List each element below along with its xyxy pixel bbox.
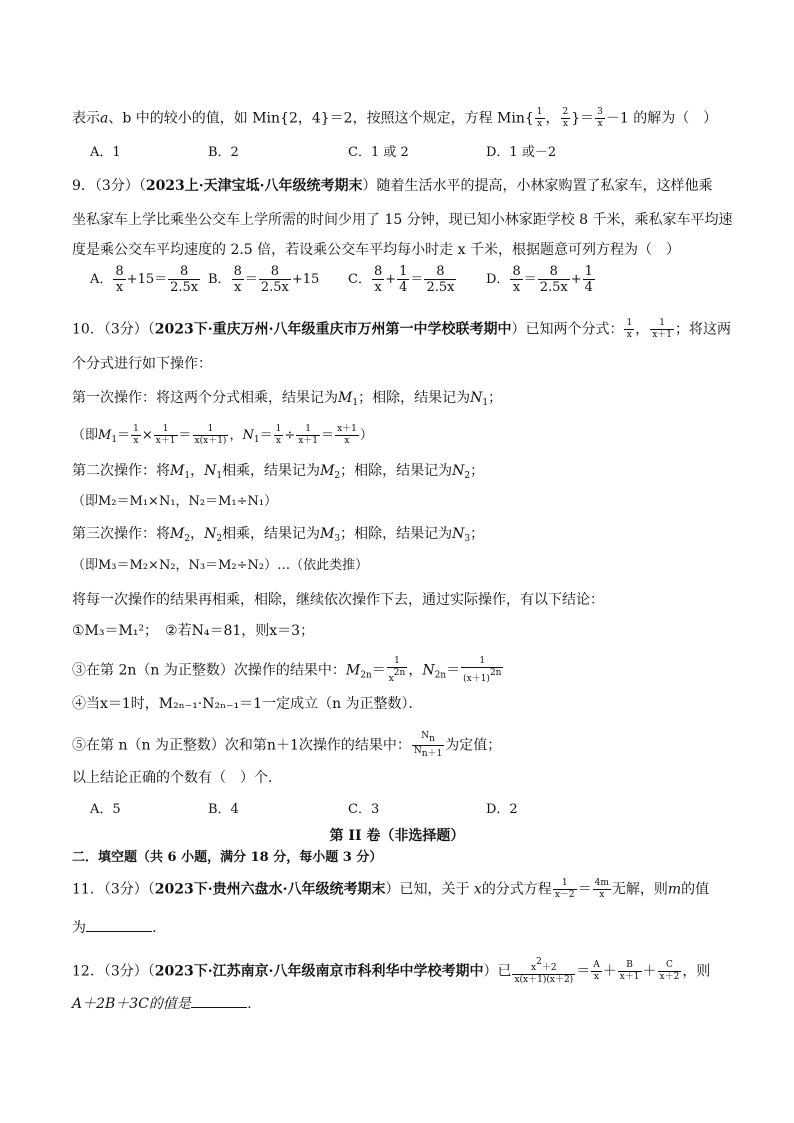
q12-line-2: A＋2B＋3C的值是 ． <box>72 993 734 1014</box>
q10-conclusion-3: ③在第 2n（n 为正整数）次操作的结果中：$M_{2n}=$ $\frac{1}{x^{2n}}$ ，$N_{2n}=$ $\frac{1}{(x+1)^{2n}}$ <box>72 656 502 684</box>
section-title: 第 II 卷（非选择题） <box>329 828 465 844</box>
q9-line-3: 度是乘公交车平均速度的 2.5 倍，若设乘公交车平均每小时走 x 千米，根据题意可列方程为（ ） <box>72 242 680 258</box>
q10-option-b: B．4 <box>208 802 239 817</box>
fraction: $\frac{1}{x}$ <box>536 107 543 129</box>
q10-op1-eq: （即$M_1=$ $\frac{1}{x}$ × $\frac{1}{x+1}$ ＝ $\frac{1}{x(x+1)}$ ，$N_1=$ $\frac{1}{x}$ ÷ $\frac{1}{x+1}$ ＝ $\frac{x+1}{x}$ ） <box>72 424 373 446</box>
section-subtitle: 二．填空题（共 6 小题，满分 18 分，每小题 3 分） <box>72 850 383 865</box>
q9-source: 2023上·天津宝坻·八年级统考期末 <box>145 178 363 194</box>
q10-line-2: 个分式进行如下操作： <box>72 356 212 372</box>
q9-option-b: B． $\frac{8}{x}$ ＝ $\frac{8}{2.5x}$ +15 <box>208 264 320 295</box>
q10-op2: 第二次操作：将$M_1$，$N_1$相乘，结果记为$M_2$；相除，结果记为$N_2$； <box>72 463 485 481</box>
q10-op1: 第一次操作：将这两个分式相乘，结果记为$M_1$；相除，结果记为$N_1$； <box>72 390 503 408</box>
q12-line-1: 12．（3分）（2023下·江苏南京·八年级南京市科利华中学校考期中）已 $\frac{x^2+2}{x(x+1)(x+2)}$ ＝ $\frac{A}{x}$ ＋ $\frac{B}{x+1}$ ＋ $\frac{C}{x+2}$ ，则 <box>72 957 711 985</box>
q11-line-2: 为 . <box>72 917 734 938</box>
fraction: $\frac{2}{x}$ <box>562 107 569 129</box>
q9-line-2: 坐私家车上学比乘坐公交车上学所需的时间少用了 15 分钟，现已知小林家距学校 8 千米，乘私家车平均速 <box>72 212 733 228</box>
q10-conclusion-1-2: ①M₃＝M₁²； ②若N₄＝81，则x＝3； <box>72 623 315 639</box>
question-8-stem-tail: 表示a、b 中的较小的值，如 Min{2，4}＝2，按照这个规定，方程 Min{ $\frac{1}{x}$ ， $\frac{2}{x}$ }＝ $\frac{3}{x}$ －1 的解为（ ） <box>72 107 718 129</box>
q10-op3-eq: （即M₃＝M₂×N₂，N₃＝M₂÷N₂）…（依此类推） <box>72 558 369 573</box>
q8-option-d: D．1 或－2 <box>486 145 557 160</box>
q10-op2-eq: （即M₂＝M₁×N₁，N₂＝M₁÷N₁） <box>72 494 278 509</box>
q9-option-a: A． $\frac{8}{x}$ +15＝ $\frac{8}{2.5x}$ <box>90 264 199 295</box>
answer-blank[interactable] <box>86 917 152 932</box>
fraction: $\frac{3}{x}$ <box>597 107 603 129</box>
q10-op3: 第三次操作：将$M_2$，$N_2$相乘，结果记为$M_3$；相除，结果记为$N_3$； <box>72 526 485 544</box>
var-a: a <box>100 110 109 127</box>
q10-conclusion-4: ④当x＝1时，M₂ₙ₋₁·N₂ₙ₋₁＝1一定成立（n 为正整数）． <box>72 696 423 712</box>
q10-option-c: C．3 <box>348 802 380 817</box>
text: 、b 中的较小的值，如 Min{2，4}＝2，按照这个规定，方程 Min{ <box>108 110 534 127</box>
q9-line-1: 9．（3分）（2023上·天津宝坻·八年级统考期末）随着生活水平的提高，小林家购置了私家车，这样他乘 <box>72 178 713 194</box>
q10-question: 以上结论正确的个数有（ ）个． <box>72 770 282 786</box>
q10-option-a: A．5 <box>90 802 121 817</box>
q11-source: 2023下·贵州六盘水·八年级统考期末 <box>154 881 386 898</box>
q10-rule: 将每一次操作的结果再相乘，相除，继续依次操作下去，通过实际操作，有以下结论： <box>72 592 604 608</box>
q8-option-c: C．1 或 2 <box>348 145 409 160</box>
answer-blank[interactable] <box>191 993 247 1008</box>
q12-source: 2023下·江苏南京·八年级南京市科利华中学校考期中 <box>154 963 484 980</box>
q9-option-d: D． $\frac{8}{x}$ ＝ $\frac{8}{2.5x}$ + $\frac{1}{4}$ <box>486 264 593 295</box>
q9-option-c: C． $\frac{8}{x}$ + $\frac{1}{4}$ ＝ $\frac{8}{2.5x}$ <box>348 264 455 295</box>
q10-option-d: D．2 <box>486 802 518 817</box>
q11-line-1: 11．（3分）（2023下·贵州六盘水·八年级统考期末）已知，关于 x的分式方程 $\frac{1}{x-2}$ ＝ $\frac{4m}{x}$ 无解，则m的值 <box>72 878 710 900</box>
q8-option-a: A．1 <box>90 145 121 160</box>
q8-option-b: B．2 <box>208 145 239 160</box>
text: 表示 <box>72 110 100 127</box>
q10-line-1: 10．（3分）（2023下·重庆万州·八年级重庆市万州第一中学校联考期中）已知两个分式： $\frac{1}{x}$ ， $\frac{1}{x+1}$ ；将这两 <box>72 318 731 340</box>
q10-conclusion-5: ⑤在第 n（n 为正整数）次和第n＋1次操作的结果中： $\frac{N_n}{N_{n+1}}$ 为定值； <box>72 731 502 759</box>
q10-source: 2023下·重庆万州·八年级重庆市万州第一中学校联考期中 <box>154 321 512 338</box>
